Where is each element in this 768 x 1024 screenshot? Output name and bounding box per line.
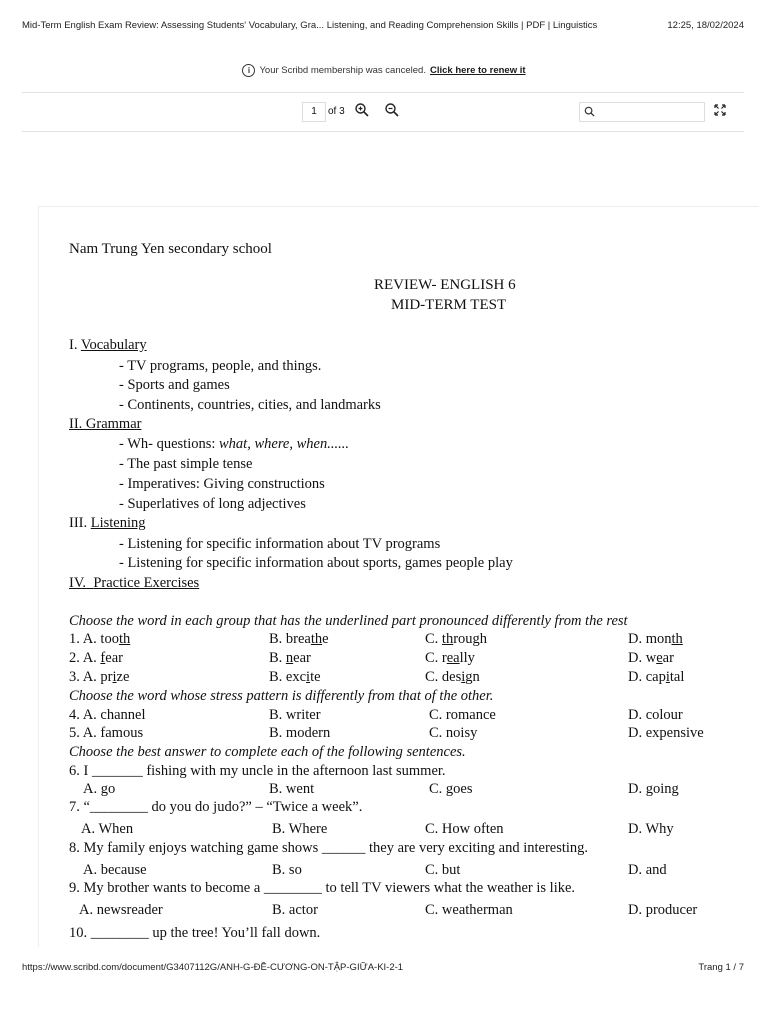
section-grammar xyxy=(69,416,141,433)
fullscreen-icon[interactable] xyxy=(714,104,726,116)
membership-banner xyxy=(0,64,768,77)
doc-title-1: REVIEW- ENGLISH 6 xyxy=(374,277,516,293)
question-5-a: 5. A. famous xyxy=(69,725,144,741)
instruction-best-answer: Choose the best answer to complete each of the following sentences. xyxy=(69,744,466,760)
section-number: I. xyxy=(69,337,78,353)
renew-link[interactable]: Click here to renew it xyxy=(429,65,526,76)
question-3-d: D. capital xyxy=(628,669,685,685)
question-9-a: A. newsreader xyxy=(79,902,163,918)
banner-message: Your Scribd membership was canceled. xyxy=(259,65,426,76)
document-page xyxy=(38,206,759,947)
question-1-b: B. breathe xyxy=(269,631,329,647)
question-7-d: D. Why xyxy=(628,821,674,837)
search-input[interactable] xyxy=(600,104,704,120)
zoom-in-icon[interactable] xyxy=(354,102,370,118)
question-1-c: C. through xyxy=(425,631,488,647)
list-item-italic: what, where, when...... xyxy=(219,436,349,452)
list-item-text: - Wh- questions: xyxy=(119,436,220,452)
section-title: Practice Exercises xyxy=(93,575,200,591)
list-item: - Imperatives: Giving constructions xyxy=(119,476,325,492)
print-footer-page: Trang 1 / 7 xyxy=(698,962,744,973)
question-1-d: D. month xyxy=(628,631,683,647)
list-item: - Sports and games xyxy=(119,377,230,393)
list-item: - Listening for specific information about sports, games people play xyxy=(119,555,513,571)
print-footer xyxy=(22,962,744,973)
section-listening xyxy=(69,515,146,532)
search-icon xyxy=(584,106,595,117)
question-8-c: C. but xyxy=(425,862,461,878)
print-header xyxy=(22,20,744,31)
list-item: - Continents, countries, cities, and landmarks xyxy=(119,397,381,413)
instruction-pronunciation: Choose the word in each group that has the underlined part pronounced differently from the rest xyxy=(69,613,628,629)
section-vocabulary xyxy=(69,337,147,354)
section-title: Listening xyxy=(90,515,146,531)
question-9-d: D. producer xyxy=(628,902,698,918)
question-4-c: C. romance xyxy=(429,707,496,723)
question-9-b: B. actor xyxy=(272,902,318,918)
document-toolbar xyxy=(22,100,744,124)
question-2-d: D. wear xyxy=(628,650,674,666)
list-item: - Superlatives of long adjectives xyxy=(119,496,306,512)
section-number: III. xyxy=(69,515,88,531)
question-6-b: B. went xyxy=(269,781,315,797)
question-8-stem: 8. My family enjoys watching game shows ______ they are very exciting and interesting. xyxy=(69,840,589,856)
question-5-b: B. modern xyxy=(269,725,331,741)
question-5-c: C. noisy xyxy=(429,725,478,741)
question-4-a: 4. A. channel xyxy=(69,707,146,723)
question-6-d: D. going xyxy=(628,781,679,797)
question-3-a: 3. A. prize xyxy=(69,669,130,685)
question-7-a: A. When xyxy=(81,821,134,837)
list-item: - Listening for specific information about TV programs xyxy=(119,536,441,552)
question-4-d: D. colour xyxy=(628,707,683,723)
print-header-title: Mid-Term English Exam Review: Assessing Students' Vocabulary, Gra... Listening, and Reading Comprehension Skills | PDF | Linguistics xyxy=(22,20,598,31)
question-9-stem: 9. My brother wants to become a ________ to tell TV viewers what the weather is like. xyxy=(69,880,576,896)
school-name: Nam Trung Yen secondary school xyxy=(69,241,272,257)
list-item: - TV programs, people, and things. xyxy=(119,358,322,374)
list-item xyxy=(119,436,349,453)
question-2-a: 2. A. fear xyxy=(69,650,123,666)
question-8-d: D. and xyxy=(628,862,667,878)
question-9-c: C. weatherman xyxy=(425,902,513,918)
doc-title-2: MID-TERM TEST xyxy=(391,297,507,313)
section-title: II. Grammar xyxy=(69,416,142,432)
divider-toolbar xyxy=(22,131,744,132)
print-footer-url: https://www.scribd.com/document/G3407112G/ANH-G-ĐỀ-CƯƠNG-ON-TẬP-GIỮA-KI-2-1 xyxy=(22,962,404,973)
question-6-stem: 6. I _______ fishing with my uncle in the afternoon last summer. xyxy=(69,763,446,779)
page-current: 1 xyxy=(311,106,317,117)
question-8-b: B. so xyxy=(272,862,302,878)
question-7-stem: 7. “________ do you do judo?” – “Twice a week”. xyxy=(69,799,363,815)
page-number-input[interactable] xyxy=(302,102,326,122)
question-8-a: A. because xyxy=(83,862,147,878)
search-field[interactable] xyxy=(579,102,705,122)
question-3-b: B. excite xyxy=(269,669,321,685)
section-number: IV. xyxy=(69,575,87,591)
print-header-datetime: 12:25, 18/02/2024 xyxy=(667,20,744,31)
question-7-b: B. Where xyxy=(272,821,328,837)
question-7-c: C. How often xyxy=(425,821,504,837)
list-item: - The past simple tense xyxy=(119,456,253,472)
question-4-b: B. writer xyxy=(269,707,321,723)
question-2-c: C. really xyxy=(425,650,475,666)
question-3-c: C. design xyxy=(425,669,480,685)
zoom-out-icon[interactable] xyxy=(384,102,400,118)
section-practice xyxy=(69,575,199,592)
page-total: of 3 xyxy=(328,106,345,117)
question-6-a: A. go xyxy=(83,781,116,797)
instruction-stress: Choose the word whose stress pattern is differently from that of the other. xyxy=(69,688,494,704)
question-5-d: D. expensive xyxy=(628,725,704,741)
section-title: Vocabulary xyxy=(80,337,147,353)
question-1-a: 1. A. tooth xyxy=(69,631,131,647)
question-2-b: B. near xyxy=(269,650,311,666)
info-icon: i xyxy=(242,64,255,77)
question-10-stem: 10. ________ up the tree! You’ll fall down. xyxy=(69,925,321,941)
question-6-c: C. goes xyxy=(429,781,473,797)
divider-top xyxy=(22,92,744,93)
